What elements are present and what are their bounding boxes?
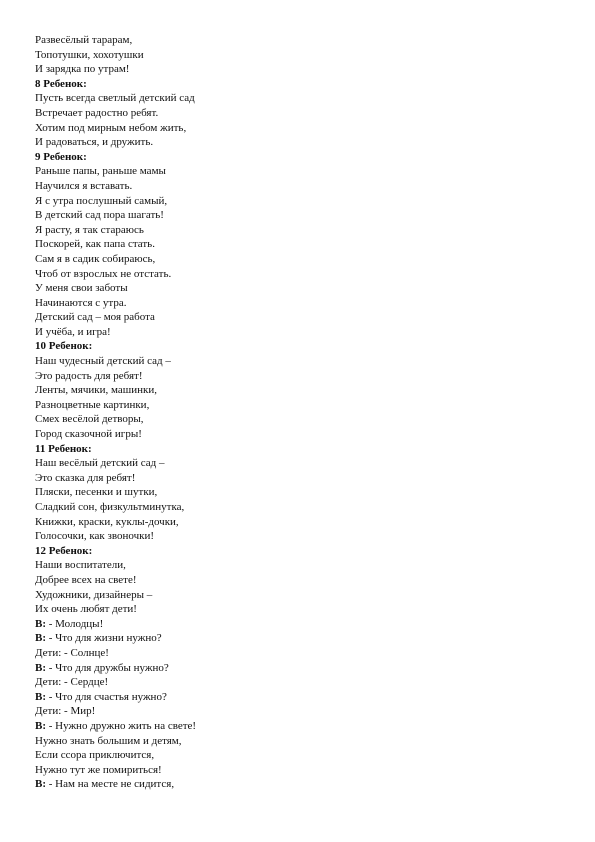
dialogue-text: Нужно тут же помириться! bbox=[35, 763, 162, 776]
dialogue-line bbox=[35, 748, 575, 763]
speaker-heading: 8 Ребенок: bbox=[35, 77, 87, 90]
verse-line: Сладкий сон, физкультминутка, bbox=[35, 501, 185, 513]
dialogue-text: - Что для счастья нужно? bbox=[46, 690, 167, 703]
dialogue-speaker: В: bbox=[35, 778, 46, 791]
verse-line: Начинаются с утра. bbox=[35, 296, 127, 309]
dialogue-speaker: Дети: bbox=[35, 646, 62, 659]
verse-line: Хотим под мирным небом жить, bbox=[35, 121, 187, 134]
verse-line: В детский сад пора шагать! bbox=[35, 209, 164, 222]
verse-line: Я расту, я так стараюсь bbox=[35, 223, 144, 236]
verse-line: Город сказочной игры! bbox=[35, 428, 142, 441]
verse-line: Чтоб от взрослых не отстать. bbox=[35, 267, 172, 280]
verse-line: Книжки, краски, куклы-дочки, bbox=[35, 515, 179, 528]
dialogue-line bbox=[35, 777, 575, 792]
verse-line: Добрее всех на свете! bbox=[35, 573, 137, 586]
dialogue-speaker: Дети: bbox=[35, 705, 62, 718]
verse-line: Наш весёлый детский сад – bbox=[35, 457, 165, 470]
speaker-heading: 11 Ребенок: bbox=[35, 442, 92, 455]
dialogue-line bbox=[35, 734, 575, 749]
dialogue-speaker: В: bbox=[35, 690, 46, 703]
dialogue-text: - Солнце! bbox=[61, 646, 109, 659]
dialogue-text: - Сердце! bbox=[61, 676, 109, 689]
verse-line: Наши воспитатели, bbox=[35, 559, 126, 572]
verse-line: Поскорей, как папа стать. bbox=[35, 238, 155, 251]
verse-line: Наш чудесный детский сад – bbox=[35, 355, 171, 368]
dialogue-speaker: Дети: bbox=[35, 676, 62, 689]
verse-line: И учёба, и игра! bbox=[35, 325, 111, 338]
dialogue-speaker: В: bbox=[35, 661, 46, 674]
dialogue-line bbox=[35, 763, 575, 778]
dialogue-line bbox=[35, 661, 575, 676]
dialogue-text: Если ссора приключится, bbox=[35, 749, 155, 762]
verse-line: Развесёлый тарарам, bbox=[35, 34, 133, 46]
dialogue-speaker: В: bbox=[35, 632, 46, 645]
verse-line: Их очень любят дети! bbox=[35, 603, 137, 616]
dialogue-speaker: В: bbox=[35, 617, 46, 630]
verse-line: Раньше папы, раньше мамы bbox=[35, 165, 166, 178]
dialogue-text: - Нам на месте не сидится, bbox=[46, 778, 175, 791]
verse-line: И радоваться, и дружить. bbox=[35, 136, 154, 149]
speaker-heading: 9 Ребенок: bbox=[35, 150, 87, 163]
verse-line: Сам я в садик собираюсь, bbox=[35, 252, 156, 265]
dialogue-text: - Молодцы! bbox=[46, 617, 104, 630]
verse-line: Это радость для ребят! bbox=[35, 369, 143, 382]
verse-line: Встречает радостно ребят. bbox=[35, 106, 159, 119]
dialogue-line bbox=[35, 690, 575, 705]
verse-line: Художники, дизайнеры – bbox=[35, 588, 153, 601]
verse-line: Научился я вставать. bbox=[35, 179, 133, 192]
verse-line: Детский сад – моя работа bbox=[35, 311, 155, 324]
verse-line: Голосочки, как звоночки! bbox=[35, 530, 155, 543]
verse-line: И зарядка по утрам! bbox=[35, 63, 130, 76]
verse-line: Это сказка для ребят! bbox=[35, 471, 136, 484]
dialogue-line bbox=[35, 719, 575, 734]
document-text bbox=[35, 33, 575, 792]
verse-line: Пусть всегда светлый детский сад bbox=[35, 92, 195, 105]
verse-line: Смех весёлой детворы, bbox=[35, 413, 144, 426]
verse-line: Пляски, песенки и шутки, bbox=[35, 486, 158, 499]
verse-line: Топотушки, хохотушки bbox=[35, 48, 144, 61]
speaker-heading: 12 Ребенок: bbox=[35, 544, 93, 557]
dialogue-speaker: В: bbox=[35, 719, 46, 732]
dialogue-line bbox=[35, 675, 575, 690]
verse-line: Ленты, мячики, машинки, bbox=[35, 384, 158, 397]
dialogue-text: - Мир! bbox=[61, 705, 96, 718]
dialogue-line bbox=[35, 646, 575, 661]
verse-line: Разноцветные картинки, bbox=[35, 398, 150, 411]
dialogue-text: - Что для дружбы нужно? bbox=[46, 661, 169, 674]
dialogue-line bbox=[35, 704, 575, 719]
dialogue-line bbox=[35, 631, 575, 646]
dialogue-line bbox=[35, 617, 575, 632]
speaker-heading: 10 Ребенок: bbox=[35, 340, 93, 353]
verse-line: У меня свои заботы bbox=[35, 282, 128, 295]
dialogue-text: Нужно знать большим и детям, bbox=[35, 734, 182, 747]
verse-line: Я с утра послушный самый, bbox=[35, 194, 168, 207]
dialogue-text: - Что для жизни нужно? bbox=[46, 632, 162, 645]
dialogue-text: - Нужно дружно жить на свете! bbox=[46, 719, 197, 732]
